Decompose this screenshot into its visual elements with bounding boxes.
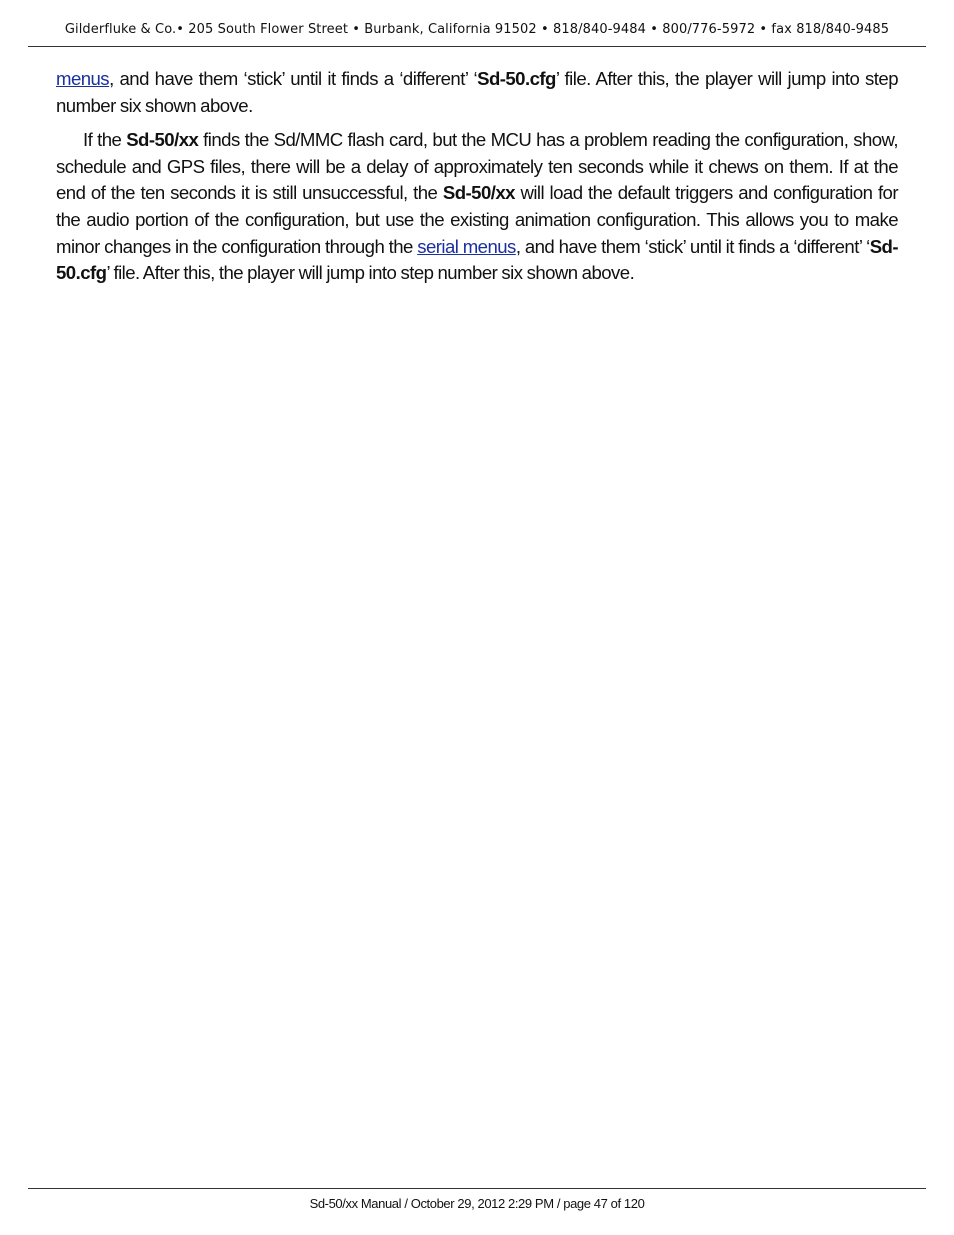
footer-rule: [28, 1188, 926, 1189]
body-text: [56, 66, 898, 287]
product-name-bold: Sd-50/xx: [126, 129, 199, 151]
filename-bold: Sd-50.cfg: [56, 235, 898, 284]
serial-menus-link[interactable]: serial menus: [417, 235, 516, 257]
page-header: Gilderfluke & Co.• 205 South Flower Street • Burbank, California 91502 • 818/840-9484 • 800/776-5972 • fax 818/840-9485: [64, 22, 890, 37]
paragraph-text: If the: [83, 129, 127, 151]
paragraph-text: ’ file. After this, the player will jump into step number six shown above.: [56, 68, 898, 116]
paragraph-text: finds the Sd/MMC flash card, but the MCU has a problem reading the configuration, show, schedule and GPS files, there will be a delay of approximately ten seconds while it chews on them. If at the end of the ten seconds it is still unsuccessful, the: [56, 129, 898, 204]
paragraph-text: ’ file. After this, the player will jump into step number six shown above.: [106, 262, 635, 284]
paragraph-continued: [56, 66, 898, 119]
paragraph-text: will load the default triggers and configuration for the audio portion of the configuration, but use the existing animation configuration. This allows you to make minor changes in the configuration through the: [56, 182, 898, 257]
paragraph-config-error: [56, 127, 898, 287]
header-rule: [28, 46, 926, 47]
product-name-bold: Sd-50/xx: [442, 182, 515, 204]
menus-link[interactable]: menus: [56, 68, 110, 89]
paragraph-text: , and have them ‘stick’ until it finds a ‘different’ ‘: [515, 235, 870, 257]
paragraph-text: , and have them ‘stick’ until it finds a ‘different’ ‘: [109, 68, 478, 89]
page-footer: Sd-50/xx Manual / October 29, 2012 2:29 PM / page 47 of 120: [309, 1196, 645, 1211]
filename-bold: Sd-50.cfg: [477, 68, 556, 89]
